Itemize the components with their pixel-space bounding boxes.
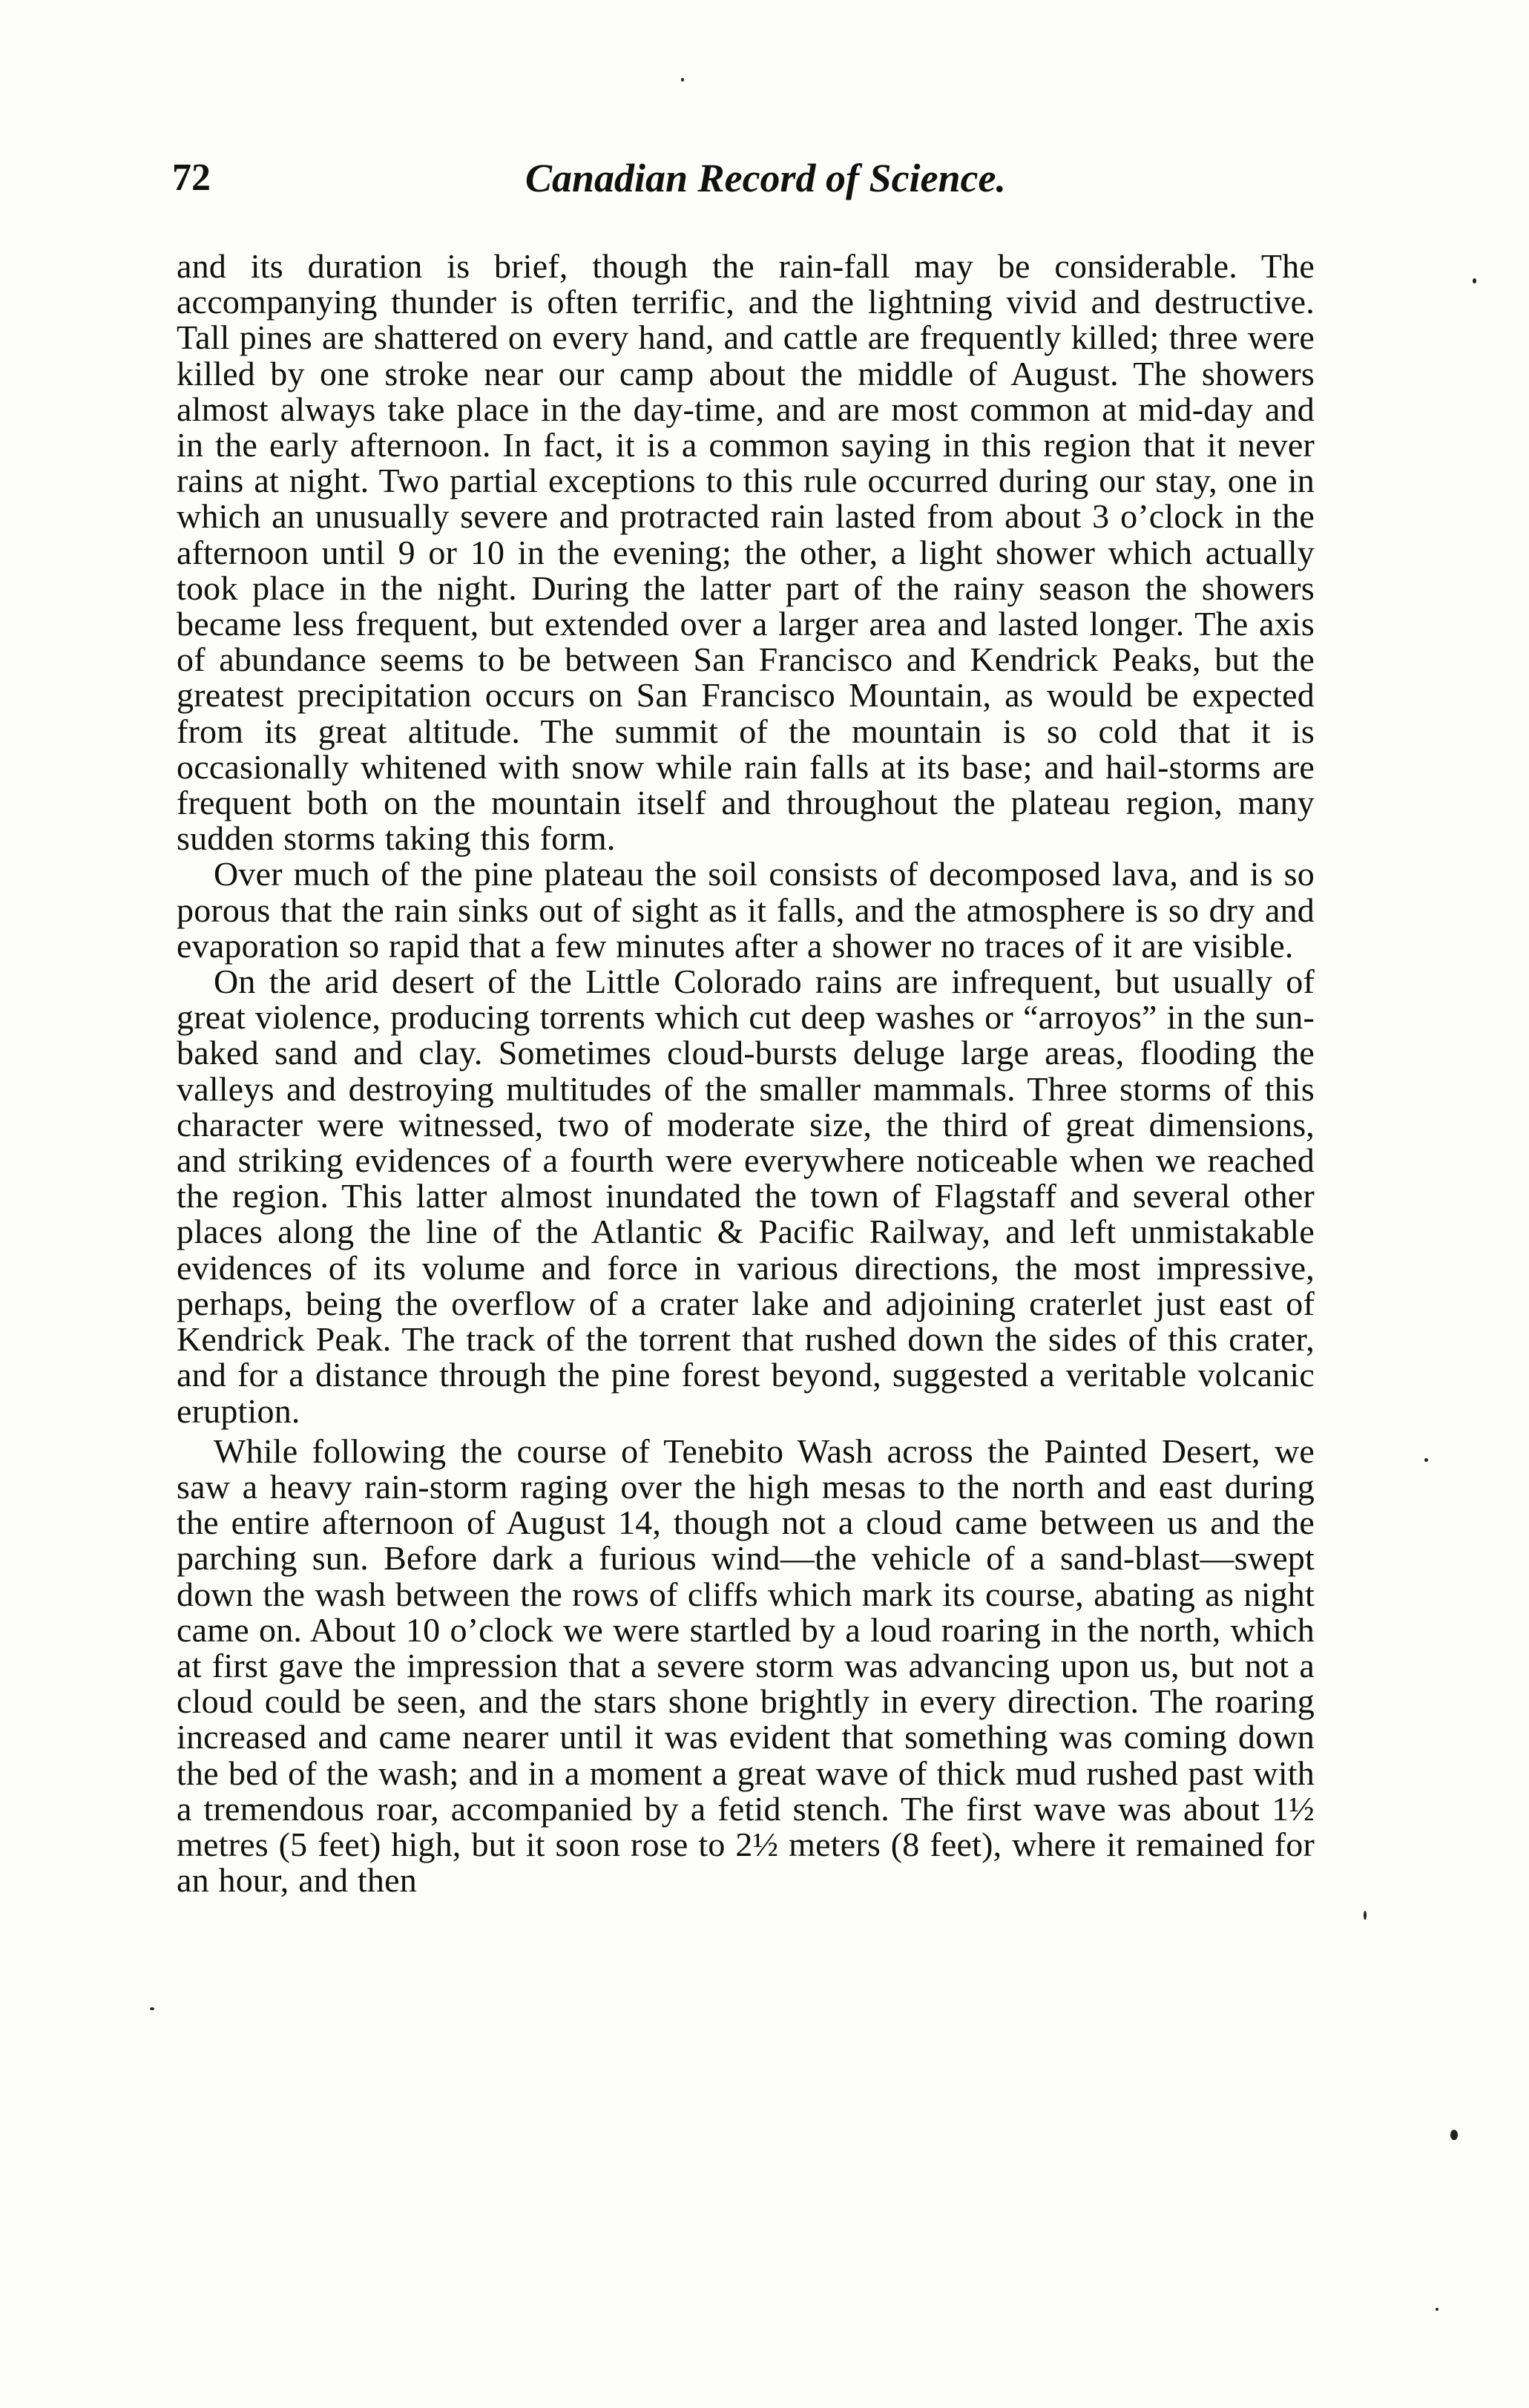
- paragraph-arid-desert: On the arid desert of the Little Colorado rains are infrequent, but usually of great violence, producing torrents which cut deep washes or “arroyos” in the sun-baked sand and clay. Sometimes cloud-bursts deluge large areas, flooding the valleys and destroying multitudes of the smaller mammals. Three storms of this character were witnessed, two of moderate size, the third of great dimensions, and striking evidences of a fourth were everywhere noticeable when we reached the region. This latter almost inundated the town of Flagstaff and several other places along the line of the Atlantic & Pacific Railway, and left unmistakable evidences of its volume and force in various directions, the most impressive, perhaps, being the overflow of a crater lake and adjoining craterlet just east of Kendrick Peak. The track of the torrent that rushed down the sides of this crater, and for a distance through the pine forest beyond, suggested a veritable volcanic eruption.: [177, 962, 1315, 1430]
- page-number: 72: [172, 157, 211, 199]
- paragraph-continuation: and its duration is brief, though the rain-fall may be considerable. The accompanying thunder is often terrific, and the lightning vivid and destructive. Tall pines are shattered on every hand, and cattle are frequently killed; three were killed by one stroke near our camp about the middle of August. The showers almost always take place in the day-time, and are most common at mid-day and in the early afternoon. In fact, it is a common saying in this region that it never rains at night. Two partial exceptions to this rule occurred during our stay, one in which an unusually severe and protracted rain lasted from about 3 o’clock in the afternoon until 9 or 10 in the evening; the other, a light shower which actually took place in the night. During the latter part of the rainy season the showers became less frequent, but extended over a larger area and lasted longer. The axis of abundance seems to be between San Francisco and Kendrick Peaks, but the greatest precipitation occurs on San Francisco Mountain, as would be expected from its great altitude. The summit of the mountain is so cold that it is occasionally whitened with snow while rain falls at its base; and hail-storms are frequent both on the mountain itself and throughout the plateau region, many sudden storms taking this form.: [177, 247, 1315, 858]
- scan-speck: [1473, 278, 1476, 283]
- page-header: [172, 152, 1315, 204]
- scan-speck: [1436, 2308, 1438, 2311]
- paragraph-tenebito-wash: While following the course of Tenebito Wash across the Painted Desert, we saw a heavy rain-storm raging over the high mesas to the north and east during the entire afternoon of August 14, though not a cloud came between us and the parching sun. Before dark a furious wind—the vehicle of a sand-blast—swept down the wash between the rows of cliffs which mark its course, abating as night came on. About 10 o’clock we were startled by a loud roaring in the north, which at first gave the impression that a severe storm was advancing upon us, but not a cloud could be seen, and the stars shone brightly in every direction. The roaring increased and came nearer until it was evident that something was coming down the bed of the wash; and in a moment a great wave of thick mud rushed past with a tremendous roar, accompanied by a fetid stench. The first wave was about 1½ metres (5 feet) high, but it soon rose to 2½ meters (8 feet), where it remained for an hour, and then: [177, 1431, 1315, 1900]
- scan-speck: [1450, 2130, 1458, 2140]
- body-text: [177, 249, 1315, 1898]
- running-title: Canadian Record of Science.: [525, 156, 1006, 200]
- paragraph-pine-plateau: Over much of the pine plateau the soil consists of decomposed lava, and is so porous that the rain sinks out of sight as it falls, and the atmosphere is so dry and evaporation so rapid that a few minutes after a shower no traces of it are visible.: [177, 855, 1315, 965]
- scan-speck: [150, 2007, 154, 2010]
- scan-speck: [1424, 1458, 1428, 1462]
- scan-speck: [1364, 1911, 1367, 1920]
- scan-speck: [681, 78, 684, 82]
